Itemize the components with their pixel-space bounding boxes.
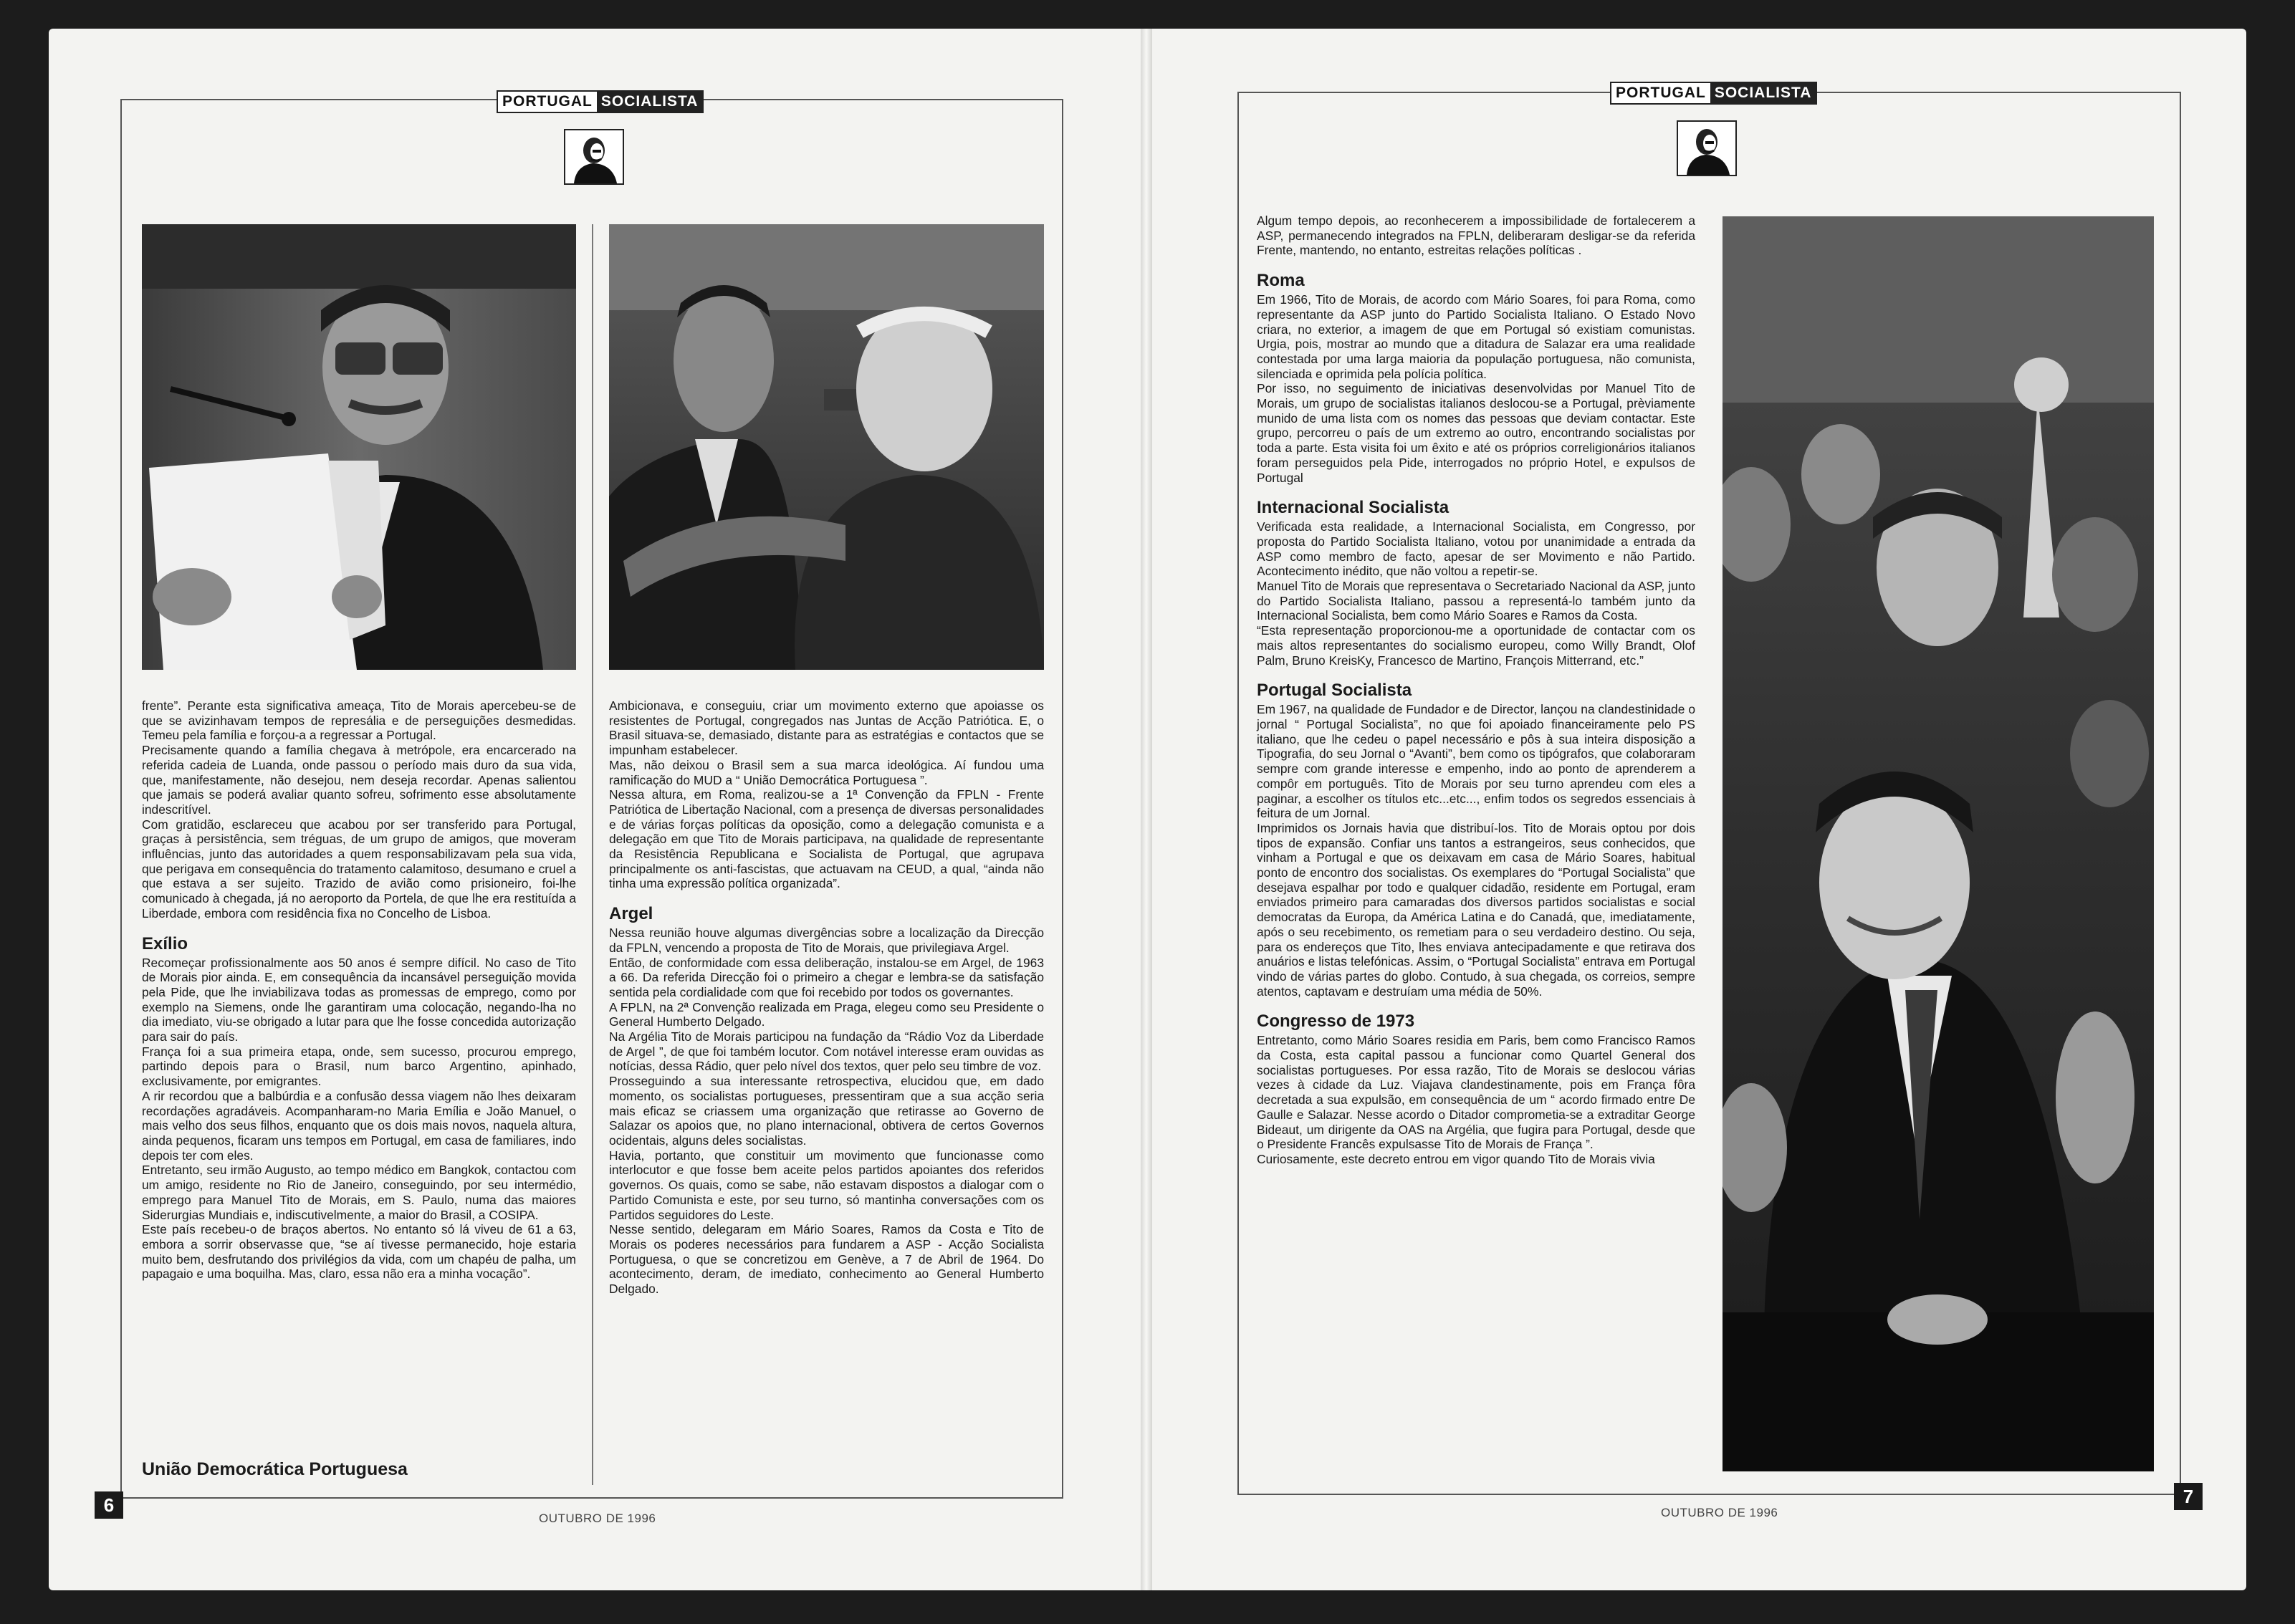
page-number-left: 6	[95, 1491, 123, 1519]
paragraph: A FPLN, na 2ª Convenção realizada em Praga, elegeu como seu Presidente o General Humberto Delgado.	[609, 999, 1044, 1029]
section-heading: Argel	[609, 904, 653, 924]
heading-uniao-democratica: União Democrática Portuguesa	[142, 1459, 408, 1479]
right-column	[1257, 213, 1695, 1167]
page-number-right: 7	[2174, 1483, 2203, 1510]
paragraph: Na Argélia Tito de Morais participou na fundação da “Rádio Voz da Liberdade de Argel ”, de que foi também locutor. Com notável interesse eram ouvidas as notícias, dessa Rádio, quer pelo nível dos textos, quer pelo seu timbre de voz.	[609, 1029, 1044, 1074]
paragraph: Mas, não deixou o Brasil sem a sua marca ideológica. Aí fundou uma ramificação do MUD a “ União Democrática Portuguesa ”.	[609, 757, 1044, 787]
section-heading: Congresso de 1973	[1257, 1012, 1415, 1032]
paragraph: Nessa altura, em Roma, realizou-se a 1ª Convenção da FPLN - Frente Patriótica de Libertação Nacional, com a presença de diversas personalidades e de várias forças políticas da oposição, como a delegação comunista e a delegação em que Tito de Morais participava, na qualidade de representante da Resistência Republicana e Socialista de Portugal, que agrupava principalmente os anti-fascistas, que actuavam na CEUD, a qual, “ainda não tinha uma expressão política organizada”.	[609, 787, 1044, 891]
paragraph: Por isso, no seguimento de iniciativas desenvolvidas por Manuel Tito de Morais, um grupo de socialistas italianos deslocou-se a Portugal, prèviamente munido de uma lista com os nomes das pessoas que deviam contactar. Este grupo, percorreu o país de um extremo ao outro, encontrando socialistas por toda a parte. Esta visita foi um êxito e até os próprios correligionários italianos foram perseguidos pela Pide, interrogados no próprio Hotel, e expulsos de Portugal	[1257, 381, 1695, 485]
paragraph: Entretanto, como Mário Soares residia em Paris, bem como Francisco Ramos da Costa, esta capital passou a funcionar como Quartel General dos socialistas portugueses. Por essa razão, Tito de Morais se deslocou várias vezes à cidade da Luz. Viajava clandestinamente, pois em França fôra decretada a sua expulsão, em consequência de um “ acordo firmado entre De Gaulle e Salazar. Nesse acordo o Ditador comprometia-se a extraditar George Bideaut, um dirigente da OAS na Argélia, que fugira para Portugal, desde que o Presidente Francês expulsasse Tito de Morais de França ”.	[1257, 1033, 1695, 1152]
masthead-portugal-right: PORTUGAL	[1611, 83, 1710, 103]
left-column-2	[609, 698, 1044, 1297]
paragraph: A rir recordou que a balbúrdia e a confusão dessa viagem não lhes deixaram recordações agradáveis. Acompanharam-no Maria Emília e João Manuel, o mais velho dos seus filhos, enquanto que os dois mais novos, naquela altura, ainda pequenos, ficaram uns tempos em Portugal, em casa de familiares, indo depois ter com eles.	[142, 1088, 576, 1163]
paragraph: Com gratidão, esclareceu que acabou por ser transferido para Portugal, graças à persistência, sem tréguas, de um grupo de amigos, que moveram influências, junto das autoridades a quem responsabilizavam pela sua vida, que perigava em consequência do tratamento calamitoso, desumano e cruel a que estava a ser sujeito. Trazido de avião como prisioneiro, foi-lhe comunicado à chegada, já no aeroporto da Portela, de que lhe era restituída a Liberdade, embora com residência fixa no Concelho de Lisboa.	[142, 817, 576, 921]
paragraph: Em 1966, Tito de Morais, de acordo com Mário Soares, foi para Roma, como representante da ASP junto do Partido Socialista Italiano. O Estado Novo criara, no exterior, a imagem de que em Portugal só existiam comunistas. Urgia, pois, mostrar ao mundo que a ditadura de Salazar era uma realidade contestada por uma larga maioria da população portuguesa, não comunista, silenciada e oprimida pela polícia política.	[1257, 292, 1695, 381]
masthead	[497, 90, 704, 113]
paragraph: Então, de conformidade com essa deliberação, instalou-se em Argel, de 1963 a 66. Da referida Direcção foi o primeiro a chegar e lembra-se da satisfação sentida pela cordialidade com que foi recebido por todos os governantes.	[609, 955, 1044, 999]
magazine-spine	[1141, 29, 1152, 1590]
paragraph: Entretanto, seu irmão Augusto, ao tempo médico em Bangkok, contactou com um amigo, residente no Rio de Janeiro, conseguindo, por seu intermédio, emprego para Manuel Tito de Morais, em S. Paulo, numa das maiores Siderurgias Mundiais e, indiscutivelmente, a maior do Brasil, a COSIPA.	[142, 1163, 576, 1222]
paragraph: Em 1967, na qualidade de Fundador e de Director, lançou na clandestinidade o jornal “ Portugal Socialista”, no que foi apoiado financeiramente pelo PS italiano, que lhe cedeu o papel necessário e pôs à sua inteira disposição a Tipografia, do seu Jornal o “Avanti”, bem como os tipógrafos, que colaboraram sempre com grande interesse e empenho, indo ao ponto de aprenderem a compôr em português. Tito de Morais por seu turno aprendeu com eles a paginar, a escolher os títulos etc...etc..., enfim todos os segredos essenciais à feitura de um Jornal.	[1257, 702, 1695, 821]
photo-congress-crowd	[1723, 216, 2154, 1471]
masthead-socialista: SOCIALISTA	[597, 92, 703, 112]
paragraph: Nesse sentido, delegaram em Mário Soares, Ramos da Costa e Tito de Morais os poderes necessários para fundarem a ASP - Acção Socialista Portuguesa, o que se concretizou em Genève, a 7 de Abril de 1964. Do acontecimento, deram, de imediato, conhecimento ao General Humberto Delgado.	[609, 1222, 1044, 1297]
section-heading: Internacional Socialista	[1257, 498, 1450, 518]
portrait-logo	[564, 129, 624, 185]
paragraph: Prosseguindo a sua interessante retrospectiva, elucidou que, em dado momento, os socialistas portugueses, pressentiram que a sua acção seria mais eficaz se criassem uma organização que retirasse ao Governo de Salazar os apoios que, no plano internacional, obtivera de certos Governos ocidentais, alguns deles socialistas.	[609, 1074, 1044, 1148]
masthead-portugal: PORTUGAL	[498, 92, 597, 112]
footer-date-right: OUTUBRO DE 1996	[1661, 1506, 1778, 1519]
paragraph: Imprimidos os Jornais havia que distribuí-los. Tito de Morais optou por dois tipos de expansão. Confiar uns tantos a estrangeiros, seus conhecidos, que vinham a Portugal e que os deixavam em casa de Mário Soares, habitual ponto de encontro dos socialistas. Os exemplares do “Portugal Socialista” que desejava espalhar por todo e qualquer cidadão, residente em Portugal, eram enviados primeiro para camaradas dos diversos partidos socialistas e social democratas da Europa, da América Latina e do Canadá, que, imediatamente, após o seu recebimento, os remetiam para o seu verdadeiro destino. Ou seja, para os endereços que Tito, lhes enviava antecipadamente e que retirava dos anuários e listas telefónicas. Assim, o “Portugal Socialista” entrava em Portugal vindo de várias partes do globo. Contudo, à sua chegada, os correios, sempre atentos, captavam e destruíam uma média de 50%.	[1257, 820, 1695, 999]
photo-two-men-embracing	[609, 224, 1044, 670]
paragraph: Recomeçar profissionalmente aos 50 anos é sempre difícil. No caso de Tito de Morais pior ainda. E, em consequência da incansável perseguição movida pela Pide, que lhe inviabilizava todas as promessas de emprego, como por exemplo na Siemens, onde lhe garantiram uma colocação, negando-lha no dia imediato, viu-se obrigado a lutar para que lhe fosse concedida autorização para sair do país.	[142, 955, 576, 1044]
paragraph: Curiosamente, este decreto entrou em vigor quando Tito de Morais vivia	[1257, 1151, 1655, 1166]
left-column-divider	[592, 224, 593, 1485]
section-heading: Exílio	[142, 933, 188, 953]
paragraph: Ambicionava, e conseguiu, criar um movimento externo que apoiasse os resistentes de Portugal, congregados nas Juntas de Acção Patriótica. E, o Brasil situava-se, demasiado, distante para as estratégias e contactos que se impunham estabelecer.	[609, 698, 1044, 758]
paragraph: Este país recebeu-o de braços abertos. No entanto só lá viveu de 61 a 63, embora a sorrir observasse que, “se aí tivesse permanecido, hoje estaria muito bem, desfrutando dos privilégios da vida, com um chapéu de palha, um papagaio e uma boquilha. Mas, claro, essa não era a minha vocação”.	[142, 1222, 576, 1282]
paragraph: Manuel Tito de Morais que representava o Secretariado Nacional da ASP, junto do Partido Socialista Italiano, passou a representá-lo também junto da Internacional Socialista, bem como Mário Soares e Ramos da Costa.	[1257, 579, 1695, 623]
paragraph: frente”. Perante esta significativa ameaça, Tito de Morais apercebeu-se de que se avizinhavam tempos de represália e de perseguições desmedidas. Temeu pela família e forçou-a a regressar a Portugal.	[142, 698, 576, 743]
left-column-1	[142, 698, 576, 1282]
paragraph: Verificada esta realidade, a Internacional Socialista, em Congresso, por proposta do Partido Socialista Italiano, votou por unanimidade a entrada da ASP como membro de facto, apesar de ser Movimento e não Partido. Acontecimento inédito, que não voltou a repetir-se.	[1257, 519, 1695, 579]
paragraph: Precisamente quando a família chegava à metrópole, era encarcerado na referida cadeia de Luanda, onde passou o período mais duro da sua vida, que, manifestamente, não desejou, nem deseja recordar. Apenas salientou que jamais se poderá avaliar quanto sofreu, sofrimento esse absolutamente indescritível.	[142, 743, 576, 817]
paragraph: Algum tempo depois, ao reconhecerem a impossibilidade de fortalecerem a ASP, permanecendo integrados na FPLN, deliberaram desligar-se da referida Frente, mantendo, no entanto, estreitas relações políticas .	[1257, 213, 1695, 258]
photo-speaker-at-microphone	[142, 224, 576, 670]
paragraph: França foi a sua primeira etapa, onde, sem sucesso, procurou emprego, partindo depois para o Brasil, num barco Argentino, apinhado, exclusivamente, por emigrantes.	[142, 1044, 576, 1089]
portrait-logo-right	[1677, 120, 1737, 176]
footer-date-left: OUTUBRO DE 1996	[539, 1512, 656, 1525]
section-heading: Roma	[1257, 271, 1305, 291]
section-heading: Portugal Socialista	[1257, 681, 1412, 701]
paragraph: Nessa reunião houve algumas divergências sobre a localização da Direcção da FPLN, vencendo a proposta de Tito de Morais, que privilegiava Argel.	[609, 926, 1044, 955]
masthead-socialista-right: SOCIALISTA	[1710, 83, 1816, 103]
paragraph: “Esta representação proporcionou-me a oportunidade de contactar com os mais altos representantes do socialismo europeu, como Willy Brandt, Olof Palm, Bruno KreisKy, Francesco de Martino, François Mitterrand, etc.”	[1257, 623, 1695, 668]
masthead-right	[1610, 82, 1817, 105]
paragraph: Havia, portanto, que constituir um movimento que funcionasse como interlocutor e que fosse bem aceite pelos partidos apoiantes dos referidos governos. Os quais, como se sabe, não estavam dispostos a dialogar com o Partido Comunista e este, por seu turno, só mantinha conversações com os Partidos seguidores do Leste.	[609, 1148, 1044, 1222]
